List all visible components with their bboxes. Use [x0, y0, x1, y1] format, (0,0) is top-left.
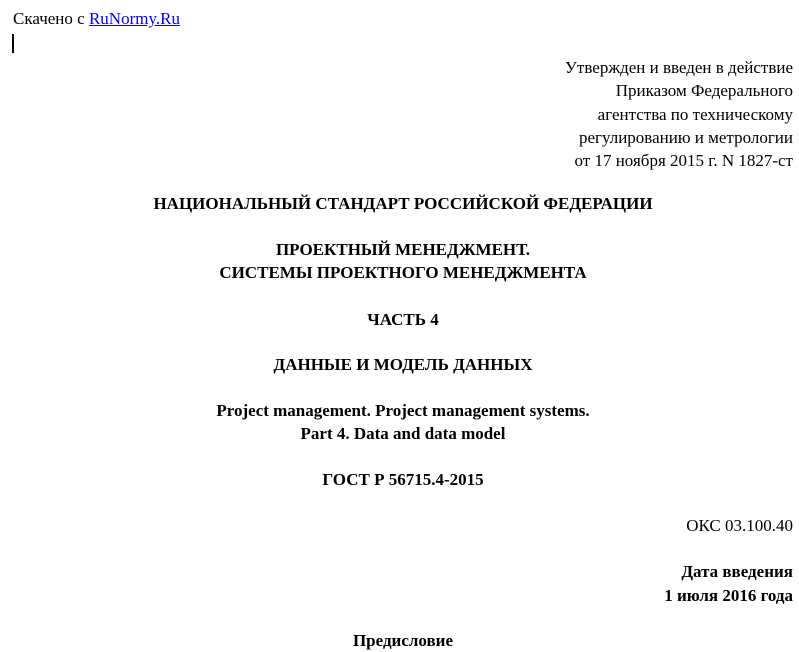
- subject-title: [0, 238, 799, 284]
- intro-date-value: 1 июля 2016 года: [664, 586, 793, 605]
- english-title: [0, 399, 799, 445]
- standard-title: НАЦИОНАЛЬНЫЙ СТАНДАРТ РОССИЙСКОЙ ФЕДЕРАЦИИ: [153, 194, 653, 213]
- approval-line: агентства по техническому: [597, 104, 793, 124]
- oks-code: ОКС 03.100.40: [686, 516, 793, 535]
- approval-block: [565, 56, 793, 172]
- gost-number: ГОСТ Р 56715.4-2015: [322, 470, 484, 489]
- english-title-line: Part 4. Data and data model: [300, 424, 506, 443]
- part-title: ЧАСТЬ 4: [367, 310, 439, 329]
- source-line: [13, 9, 180, 29]
- preface-heading: Предисловие: [352, 631, 454, 650]
- source-prefix: Скачено с: [13, 9, 89, 28]
- english-title-line: Project management. Project management systems.: [216, 401, 590, 420]
- approval-line: Утвержден и введен в действие: [564, 58, 793, 77]
- approval-line: регулированию и метрологии: [578, 127, 793, 147]
- intro-date-label: Дата введения: [681, 562, 793, 581]
- data-model-title: ДАННЫЕ И МОДЕЛЬ ДАННЫХ: [273, 355, 533, 374]
- intro-date-block: [664, 560, 793, 608]
- subject-title-line: ПРОЕКТНЫЙ МЕНЕДЖМЕНТ.: [275, 240, 531, 259]
- runormy-link[interactable]: RuNormy.Ru: [88, 9, 180, 28]
- subject-title-line: СИСТЕМЫ ПРОЕКТНОГО МЕНЕДЖМЕНТА: [219, 263, 587, 282]
- approval-line: от 17 ноября 2015 г. N 1827-ст: [574, 151, 793, 170]
- approval-line: Приказом Федерального: [615, 81, 793, 101]
- text-cursor: [12, 34, 14, 53]
